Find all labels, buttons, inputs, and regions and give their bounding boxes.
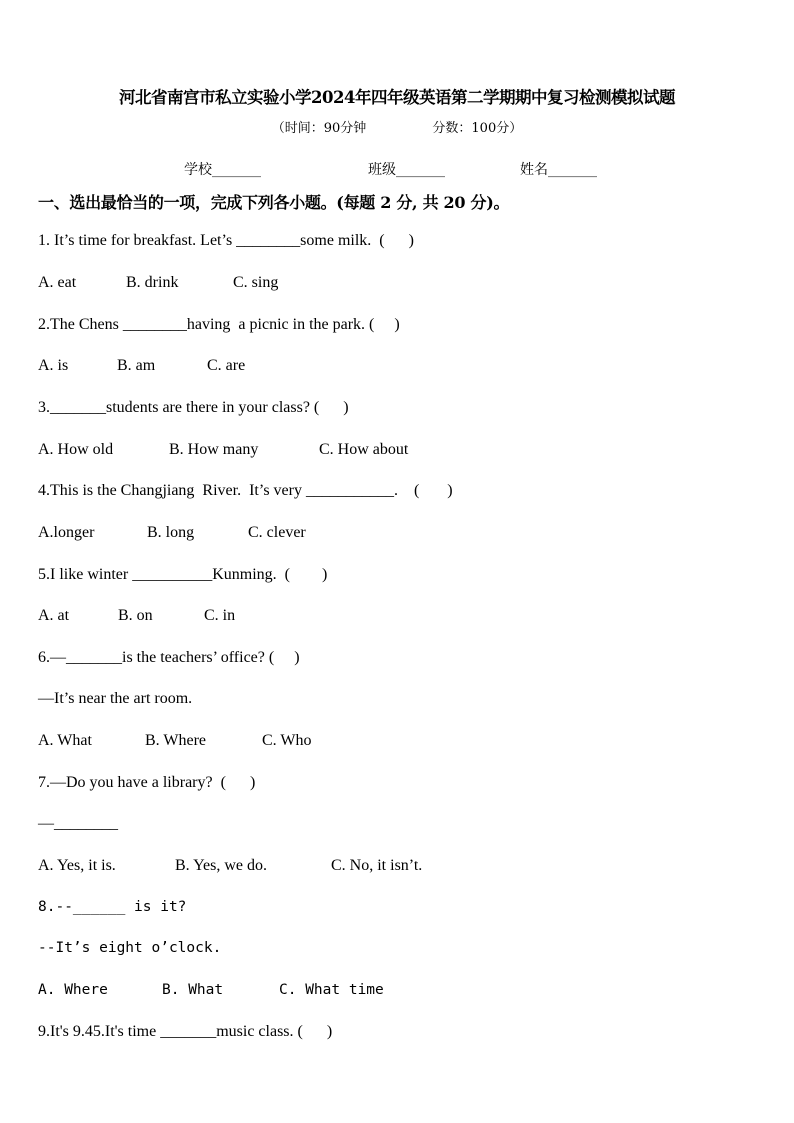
option-c: C. No, it isn’t. (331, 857, 423, 874)
option-b: B. on (118, 607, 153, 624)
question-7-options (38, 857, 422, 875)
question-2-stem: 2.The Chens ________having a picnic in the park. ( ) (38, 316, 400, 333)
question-5-stem: 5.I like winter __________Kunming. ( ) (38, 566, 328, 583)
option-c: C. What time (279, 982, 384, 998)
option-a: A. eat (38, 274, 77, 291)
option-c: C. Who (262, 732, 312, 749)
option-b: B. How many (169, 441, 259, 458)
option-c: C. clever (248, 524, 306, 541)
question-6-reply: —It’s near the art room. (38, 690, 193, 707)
option-c: C. are (207, 357, 246, 374)
option-a: A. How old (38, 441, 114, 458)
option-c: C. in (204, 607, 236, 624)
question-3-options (38, 441, 408, 459)
question-6-options (38, 732, 311, 750)
option-a: A. is (38, 357, 69, 374)
option-b: B. Yes, we do. (175, 857, 268, 874)
exam-title: 河北省南宫市私立实验小学2024年四年级英语第二学期期中复习检测模拟试题 (119, 88, 675, 107)
option-a: A.longer (38, 524, 95, 541)
option-c: C. How about (319, 441, 409, 458)
option-a: A. Yes, it is. (38, 857, 116, 874)
question-7-stem: 7.—Do you have a library? ( ) (38, 774, 256, 791)
question-8-options (38, 982, 384, 998)
section-heading: 一、选出最恰当的一项，完成下列各小题。(每题 2 分, 共 20 分)。 (38, 193, 510, 212)
question-4-stem: 4.This is the Changjiang River. It’s very ___________. ( ) (38, 482, 453, 499)
option-a: A. What (38, 732, 92, 749)
student-info-fields (184, 159, 597, 179)
question-1-options (38, 274, 278, 292)
option-a: A. at (38, 607, 70, 624)
exam-subtitle: （时间：90分钟 分数：100分） (271, 121, 523, 136)
question-8-stem: 8.--______ is it? (38, 899, 187, 915)
option-c: C. sing (233, 274, 279, 291)
name-field: 姓名_______ (520, 162, 597, 178)
option-b: B. What (162, 982, 224, 998)
option-b: B. long (147, 524, 195, 541)
question-6-stem: 6.—_______is the teachers’ office? ( ) (38, 649, 300, 666)
question-2-options (38, 357, 245, 375)
question-3-stem: 3._______students are there in your class? ( ) (38, 399, 349, 416)
option-a: A. Where (38, 982, 108, 998)
class-field: 班级_______ (368, 162, 445, 178)
question-5-options (38, 607, 235, 625)
question-4-options (38, 524, 306, 542)
option-b: B. drink (126, 274, 179, 291)
question-8-reply: --It’s eight o’clock. (38, 940, 222, 956)
question-1-stem: 1. It’s time for breakfast. Let’s ________some milk. ( ) (38, 232, 414, 249)
school-field: 学校_______ (184, 162, 261, 178)
option-b: B. am (117, 357, 156, 374)
option-b: B. Where (145, 732, 207, 749)
question-7-reply: —________ (38, 815, 118, 832)
question-9-stem: 9.It's 9.45.It's time _______music class. ( ) (38, 1023, 333, 1040)
